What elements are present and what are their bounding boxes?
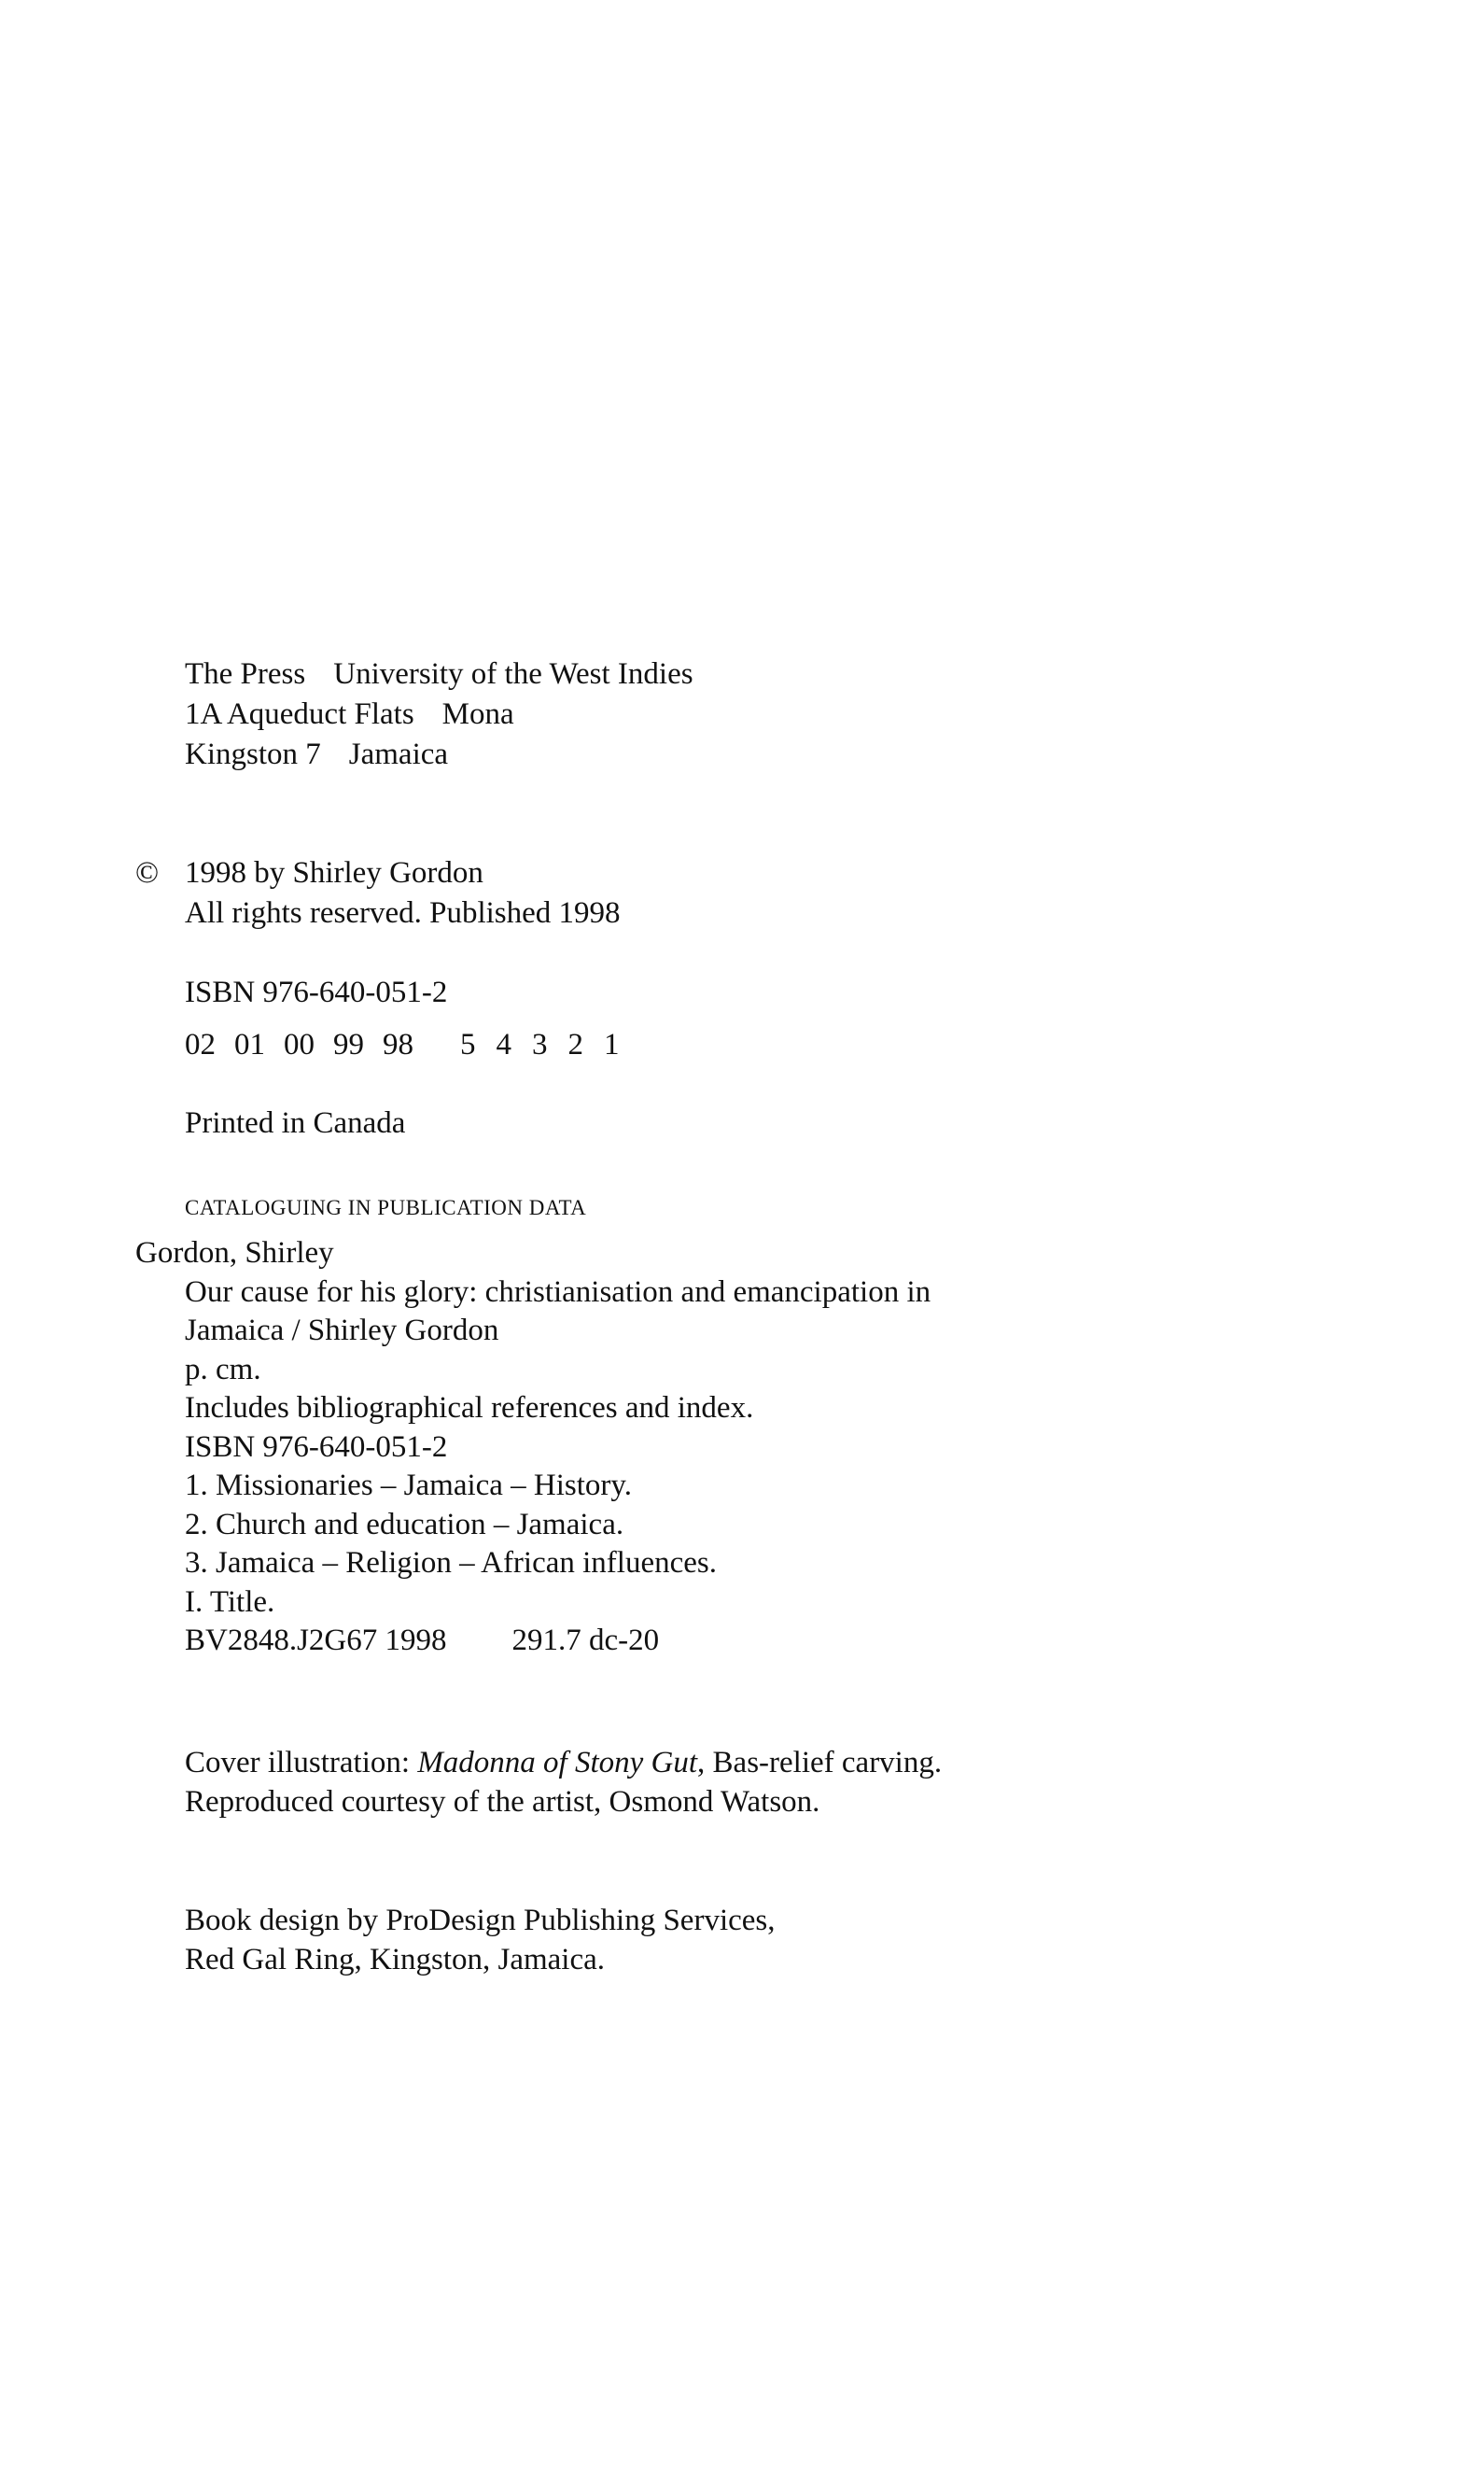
rights-line: All rights reserved. Published 1998 <box>185 896 621 930</box>
printing-number: 1 <box>604 1028 620 1062</box>
publisher-country: Jamaica <box>348 738 449 771</box>
cip-title-line-2: Jamaica / Shirley Gordon <box>185 1314 499 1347</box>
printing-year: 99 <box>333 1028 364 1062</box>
printing-year: 98 <box>383 1028 413 1062</box>
design-credit-line-1: Book design by ProDesign Publishing Services, <box>185 1904 776 1937</box>
publisher-name: The Press <box>185 657 306 691</box>
publisher-university: University of the West Indies <box>333 657 693 691</box>
printing-number: 3 <box>532 1028 548 1062</box>
printing-line <box>185 1026 620 1063</box>
printing-year: 01 <box>234 1028 265 1062</box>
cip-author: Gordon, Shirley <box>135 1236 334 1270</box>
cip-title-entry: I. Title. <box>185 1585 275 1619</box>
cip-subject-2: 2. Church and education – Jamaica. <box>185 1508 624 1541</box>
cip-isbn: ISBN 976-640-051-2 <box>185 1430 448 1464</box>
cip-title-line-1: Our cause for his glory: christianisation and emancipation in <box>185 1275 931 1309</box>
publisher-line-3 <box>185 736 448 773</box>
printing-year: 00 <box>284 1028 315 1062</box>
printing-number: 5 <box>460 1028 476 1062</box>
cip-dewey: 291.7 dc-20 <box>511 1624 660 1657</box>
copyright-line: 1998 by Shirley Gordon <box>185 856 483 890</box>
publisher-line-2 <box>185 696 514 733</box>
cip-heading: CATALOGUING IN PUBLICATION DATA <box>185 1196 587 1219</box>
cip-classification <box>185 1622 659 1659</box>
printing-number: 4 <box>496 1028 511 1062</box>
cip-lc-class: BV2848.J2G67 1998 <box>185 1624 447 1657</box>
printing-year: 02 <box>185 1028 216 1062</box>
cover-credit-line-1 <box>185 1744 942 1781</box>
publisher-city: Kingston 7 <box>185 738 321 771</box>
design-credit-line-2: Red Gal Ring, Kingston, Jamaica. <box>185 1943 606 1976</box>
publisher-area: Mona <box>441 697 514 731</box>
cip-subject-1: 1. Missionaries – Jamaica – History. <box>185 1469 633 1502</box>
publisher-line-1 <box>185 655 693 693</box>
cover-artwork-title: Madonna of Stony Gut <box>417 1746 698 1779</box>
cover-suffix: , Bas-relief carving. <box>697 1746 943 1779</box>
printing-number: 2 <box>567 1028 583 1062</box>
isbn: ISBN 976-640-051-2 <box>185 976 448 1009</box>
publisher-street: 1A Aqueduct Flats <box>185 697 414 731</box>
cip-pagination: p. cm. <box>185 1353 261 1386</box>
cip-subject-3: 3. Jamaica – Religion – African influences. <box>185 1546 717 1580</box>
cover-credit-line-2: Reproduced courtesy of the artist, Osmond Watson. <box>185 1785 820 1819</box>
cover-prefix: Cover illustration: <box>185 1746 418 1779</box>
printed-in: Printed in Canada <box>185 1106 406 1140</box>
cip-notes: Includes bibliographical references and index. <box>185 1391 754 1425</box>
copyright-symbol: © <box>135 856 160 890</box>
